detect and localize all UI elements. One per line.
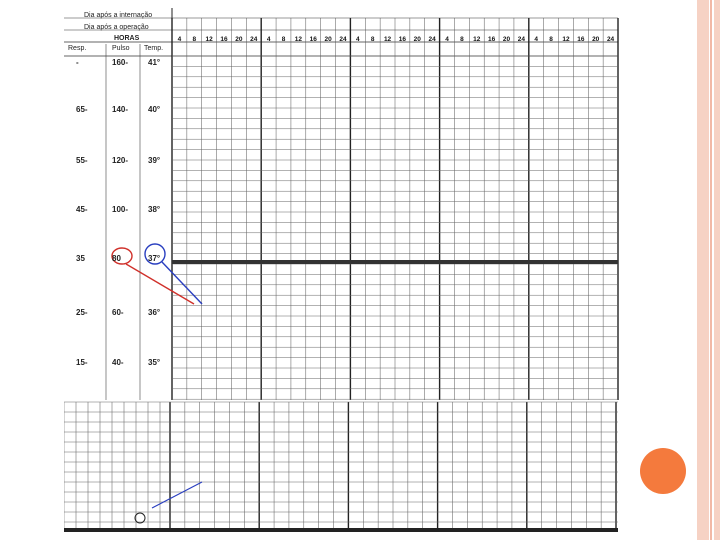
- hour-label: 24: [250, 36, 258, 43]
- hour-label: 4: [356, 36, 360, 43]
- lower-temp-arrow: [152, 482, 202, 508]
- hour-label: 16: [488, 36, 496, 43]
- scale-resp-label: 65-: [76, 105, 88, 114]
- hour-label: 24: [517, 36, 525, 43]
- slide-frame-inner: [714, 0, 720, 540]
- scale-temp-label: 35°: [148, 358, 161, 367]
- hour-label: 12: [294, 36, 302, 43]
- scale-resp-label: 15-: [76, 358, 88, 367]
- scale-resp-label: 35: [76, 254, 85, 263]
- hour-label: 8: [281, 36, 286, 43]
- hour-label: 24: [339, 36, 347, 43]
- scale-pulse-label: 60-: [112, 308, 124, 317]
- col-resp: Resp.: [68, 45, 87, 52]
- slide-frame-outer: [697, 0, 709, 540]
- chart-grid: [64, 8, 620, 532]
- hour-label: 20: [592, 36, 600, 43]
- scale-pulse-label: 160-: [112, 58, 129, 67]
- header-admission-day: Dia após a internação: [84, 12, 153, 19]
- hour-label: 12: [473, 36, 481, 43]
- scale-temp-label: 36°: [148, 308, 161, 317]
- scale-temp-label: 39°: [148, 156, 161, 165]
- hour-label: 20: [324, 36, 332, 43]
- hour-label: 8: [192, 36, 197, 43]
- col-temp: Temp.: [144, 45, 164, 52]
- hour-label: 12: [205, 36, 213, 43]
- accent-dot: [640, 448, 686, 494]
- hour-label: 20: [413, 36, 421, 43]
- recorded-point-circle: [135, 513, 145, 523]
- scale-resp-label: -: [76, 58, 79, 67]
- scale-pulse-label: 100-: [112, 205, 129, 214]
- col-pulse: Pulso: [112, 45, 130, 52]
- hour-label: 8: [370, 36, 375, 43]
- hour-label: 16: [398, 36, 407, 43]
- scale-pulse-label: 40-: [112, 358, 124, 367]
- hour-label: 4: [445, 36, 449, 43]
- hour-label: 8: [460, 36, 464, 43]
- hour-label: 20: [502, 36, 511, 43]
- scale-temp-label: 37°: [148, 254, 161, 263]
- hour-label: 24: [428, 36, 436, 43]
- scale-resp-label: 25-: [76, 308, 88, 317]
- scale-temp-label: 40°: [148, 105, 161, 114]
- header-hours: HORAS: [114, 35, 140, 42]
- hour-label: 16: [309, 36, 317, 43]
- scale-temp-label: 38°: [148, 205, 161, 214]
- hour-label: 20: [235, 36, 243, 43]
- scale-temp-label: 41°: [148, 58, 161, 67]
- header-operation-day: Dia após a operação: [84, 24, 149, 31]
- scale-pulse-label: 80: [112, 254, 121, 263]
- vital-signs-chart: [64, 8, 620, 532]
- hour-label: 12: [383, 36, 392, 43]
- hour-label: 24: [606, 36, 615, 43]
- hour-label: 4: [177, 36, 182, 43]
- scale-resp-label: 45-: [76, 205, 88, 214]
- hour-label: 16: [577, 36, 585, 43]
- hour-label: 4: [534, 36, 539, 43]
- hour-label: 4: [266, 36, 271, 43]
- slide-frame-line: [710, 0, 712, 540]
- hour-label: 8: [549, 36, 553, 43]
- scale-resp-label: 55-: [76, 156, 88, 165]
- hour-label: 12: [562, 36, 570, 43]
- hour-label: 16: [220, 36, 228, 43]
- scale-pulse-label: 140-: [112, 105, 129, 114]
- scale-pulse-label: 120-: [112, 156, 129, 165]
